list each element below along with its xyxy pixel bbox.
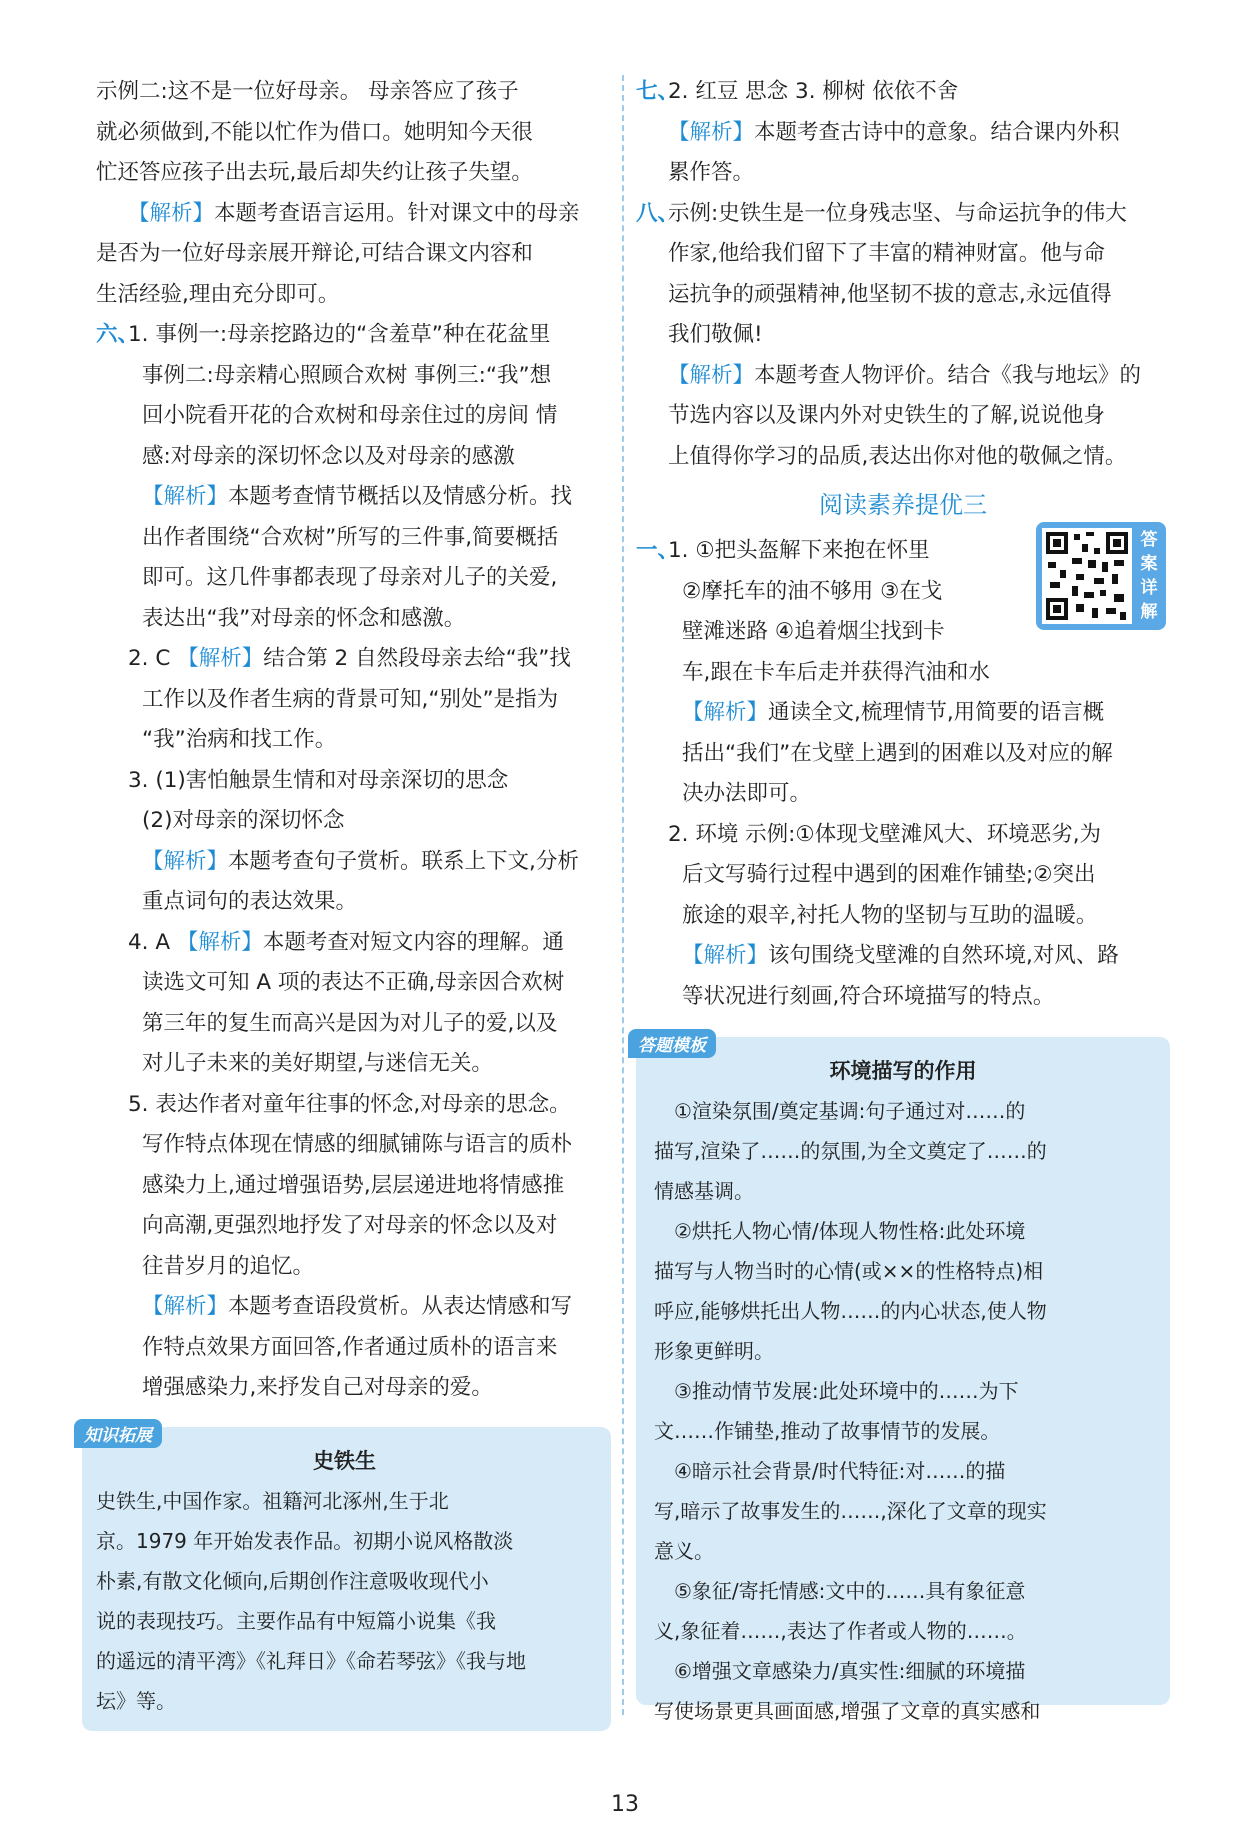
analysis-text: 本题考查情节概括以及情感分析。找 [228, 484, 573, 509]
left-column [84, 72, 611, 1731]
text-line: 增强感染力,来抒发自己对母亲的爱。 [142, 1375, 493, 1400]
box-line: 写使场景更具画面感,增强了文章的真实感和 [654, 1699, 1041, 1723]
question-line: 3. (1)害怕触景生情和对母亲深切的思念 [128, 767, 509, 793]
text-line: 车,跟在卡车后走并获得汽油和水 [682, 659, 990, 685]
analysis-text: 本题考查人物评价。结合《我与地坛》的 [754, 362, 1142, 388]
box-line: 的遥远的清平湾》《礼拜日》《命若琴弦》《我与地 [96, 1648, 526, 1673]
template-tag: 答题模板 [628, 1029, 716, 1058]
section-marker: 一、 [636, 538, 680, 563]
text-line: 第三年的复生而高兴是因为对儿子的爱,以及 [142, 1010, 558, 1036]
analysis-text: 本题考查古诗中的意象。结合课内外积 [754, 119, 1120, 145]
page-number: 13 [611, 1792, 639, 1817]
text-line: 后文写骑行过程中遇到的困难作铺垫;②突出 [682, 862, 1096, 887]
analysis-line [96, 194, 611, 235]
knowledge-tag: 知识拓展 [74, 1419, 162, 1448]
analysis-text: 该句围绕戈壁滩的自然环境,对风、路 [768, 943, 1119, 968]
text-line: 感染力上,通过增强语势,层层递进地将情感推 [142, 1172, 565, 1198]
box-line: 描写与人物当时的心情(或××的性格特点)相 [654, 1259, 1044, 1283]
section-marker: 七、 [636, 79, 680, 104]
analysis-label: 【解析】 [668, 362, 755, 388]
text-line: 表达出“我”对母亲的怀念和感激。 [142, 605, 466, 631]
text-line: 壁滩迷路 ④追着烟尘找到卡 [682, 619, 945, 644]
text-line: 节选内容以及课内外对史铁生的了解,说说他身 [668, 403, 1105, 428]
text-line: 决办法即可。 [682, 781, 812, 806]
box-line: 写,暗示了故事发生的……,深化了文章的现实 [654, 1499, 1047, 1523]
analysis-text: 本题考查语段赏析。从表达情感和写 [228, 1294, 573, 1319]
box-line: ②烘托人物心情/体现人物性格:此处环境 [674, 1219, 1026, 1243]
template-box [636, 1036, 1170, 1723]
analysis-text: 通读全文,梳理情节,用简要的语言概 [768, 700, 1105, 725]
text-line: 写作特点体现在情感的细腻铺陈与语言的质朴 [142, 1132, 573, 1157]
text-line: 向高潮,更强烈地抒发了对母亲的怀念以及对 [142, 1213, 558, 1238]
answer-text: 1. 事例一:母亲挖路边的“含羞草”种在花盆里 [128, 322, 551, 347]
answer-text: 示例:史铁生是一位身残志坚、与命运抗争的伟大 [668, 200, 1127, 226]
question-line [636, 72, 1170, 113]
question-line [636, 194, 1170, 235]
analysis-line [96, 842, 611, 883]
analysis-label: 【解析】 [142, 1294, 229, 1319]
question-line: 2. 环境 示例:①体现戈壁滩风大、环境恶劣,为 [668, 821, 1102, 847]
box-line: 文……作铺垫,推动了故事情节的发展。 [654, 1419, 1001, 1443]
box-line: ⑥增强文章感染力/真实性:细腻的环境描 [674, 1659, 1026, 1683]
section-marker: 六、 [96, 322, 140, 347]
analysis-label: 【解析】 [142, 484, 229, 509]
answer-text: 2. 红豆 思念 3. 柳树 依依不舍 [668, 79, 959, 104]
text-line: 我们敬佩! [668, 322, 763, 347]
analysis-label: 【解析】 [682, 700, 769, 725]
text-line: 即可。这几件事都表现了母亲对儿子的关爱, [142, 565, 558, 590]
analysis-line [96, 1287, 611, 1328]
analysis-label: 【解析】 [128, 200, 215, 226]
right-column [636, 72, 1170, 1723]
analysis-text: 本题考查语言运用。针对课文中的母亲 [214, 200, 580, 226]
box-line: 形象更鲜明。 [654, 1339, 774, 1363]
box-line: 意义。 [654, 1539, 714, 1563]
analysis-line [636, 693, 1170, 734]
answer-text: 1. ①把头盔解下来抱在怀里 [668, 538, 930, 563]
box-line: ③推动情节发展:此处环境中的……为下 [674, 1379, 1019, 1403]
section-title: 阅读素养提优三 [819, 491, 987, 519]
analysis-label: 【解析】 [176, 929, 263, 955]
box-line: 情感基调。 [654, 1179, 754, 1203]
analysis-label: 【解析】 [668, 119, 755, 145]
question-line [96, 923, 611, 964]
text-line: 作家,他给我们留下了丰富的精神财富。他与命 [668, 241, 1105, 266]
box-line: 京。1979 年开始发表作品。初期小说风格散淡 [96, 1528, 514, 1553]
section-marker: 八、 [636, 200, 680, 226]
analysis-text: 本题考查对短文内容的理解。通 [262, 929, 564, 955]
text-line: 作特点效果方面回答,作者通过质朴的语言来 [142, 1334, 558, 1360]
text-line: 示例二:这不是一位好母亲。 母亲答应了孩子 [96, 79, 519, 104]
box-line: 坛》等。 [96, 1688, 176, 1713]
box-line: 朴素,有散文化倾向,后期创作注意吸收现代小 [96, 1568, 489, 1593]
text-line: 忙还答应孩子出去玩,最后却失约让孩子失望。 [96, 160, 533, 185]
analysis-label: 【解析】 [177, 646, 264, 671]
box-line: ④暗示社会背景/时代特征:对……的描 [674, 1459, 1006, 1483]
question-line [96, 639, 611, 680]
text-line: 重点词句的表达效果。 [142, 889, 358, 914]
column-divider [622, 75, 624, 1715]
text-line: 对儿子未来的美好期望,与迷信无关。 [142, 1051, 493, 1076]
qr-caption: 答案详解 [1140, 530, 1158, 622]
box-line: 描写,渲染了……的氛围,为全文奠定了……的 [654, 1139, 1047, 1163]
knowledge-box [82, 1427, 611, 1731]
analysis-text: 结合第 2 自然段母亲去给“我”找 [263, 646, 571, 671]
text-line: 就必须做到,不能以忙作为借口。她明知今天很 [96, 119, 533, 145]
text-line: (2)对母亲的深切怀念 [142, 808, 345, 833]
answer-text: 2. C [128, 646, 178, 671]
analysis-label: 【解析】 [682, 943, 769, 968]
text-line: 等状况进行刻画,符合环境描写的特点。 [682, 983, 1055, 1009]
text-line: 出作者围绕“合欢树”所写的三件事,简要概括 [142, 524, 559, 550]
text-line: 感:对母亲的深切怀念以及对母亲的感激 [142, 443, 515, 469]
box-line: ①渲染氛围/奠定基调:句子通过对……的 [674, 1099, 1026, 1123]
text-line: 读选文可知 A 项的表达不正确,母亲因合欢树 [142, 970, 565, 995]
text-line: 运抗争的顽强精神,他坚韧不拔的意志,永远值得 [668, 281, 1112, 307]
text-line: 旅途的艰辛,衬托人物的坚韧与互助的温暖。 [682, 902, 1098, 928]
analysis-line [636, 936, 1170, 977]
box-line: 说的表现技巧。主要作品有中短篇小说集《我 [96, 1608, 496, 1633]
text-line: 生活经验,理由充分即可。 [96, 281, 340, 307]
text-line: 回小院看开花的合欢树和母亲住过的房间 情 [142, 403, 558, 428]
text-line: 累作答。 [668, 160, 755, 185]
analysis-line [636, 113, 1170, 154]
analysis-line [636, 356, 1170, 397]
answer-text: 4. A [128, 929, 177, 955]
text-line: 往昔岁月的追忆。 [142, 1253, 315, 1279]
analysis-line [96, 477, 611, 518]
text-line: 括出“我们”在戈壁上遇到的困难以及对应的解 [682, 740, 1113, 766]
text-line: 是否为一位好母亲展开辩论,可结合课文内容和 [96, 241, 533, 266]
box-line: 义,象征着……,表达了作者或人物的……。 [654, 1619, 1027, 1643]
analysis-text: 本题考查句子赏析。联系上下文,分析 [228, 848, 579, 874]
text-line: 上值得你学习的品质,表达出你对他的敬佩之情。 [668, 443, 1127, 469]
analysis-label: 【解析】 [142, 848, 229, 874]
text-line: 工作以及作者生病的背景可知,“别处”是指为 [142, 686, 559, 712]
box-line: 史铁生,中国作家。祖籍河北涿州,生于北 [96, 1488, 449, 1513]
question-line [96, 315, 611, 356]
text-line: 事例二:母亲精心照顾合欢树 事例三:“我”想 [142, 362, 552, 388]
box-line: ⑤象征/寄托情感:文中的……具有象征意 [674, 1579, 1026, 1603]
box-title: 史铁生 [313, 1448, 376, 1473]
question-line: 5. 表达作者对童年往事的怀念,对母亲的思念。 [128, 1091, 571, 1117]
box-line: 呼应,能够烘托出人物……的内心状态,使人物 [654, 1299, 1047, 1323]
text-line: “我”治病和找工作。 [142, 727, 337, 752]
text-line: ②摩托车的油不够用 ③在戈 [682, 578, 943, 604]
box-title: 环境描写的作用 [829, 1059, 977, 1083]
qr-code[interactable] [1036, 522, 1166, 630]
